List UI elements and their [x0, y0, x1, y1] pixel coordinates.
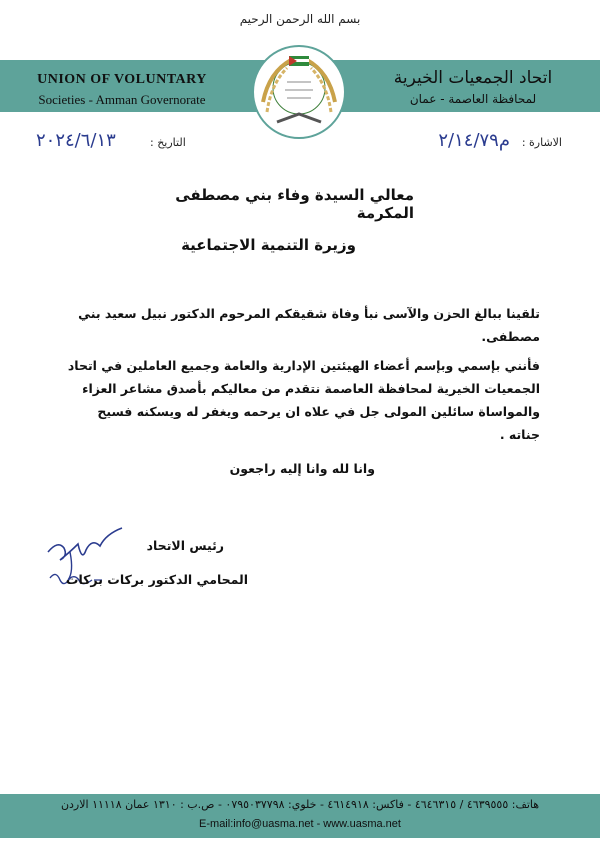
header-english [22, 62, 222, 108]
header-arabic [368, 62, 578, 106]
closing-phrase: وانا لله وانا إليه راجعون [229, 461, 375, 476]
org-subtitle-english: Societies - Amman Governorate [38, 92, 206, 107]
body-paragraph: فأنني بإسمي وبإسم أعضاء الهيئتين الإدارية والعامة وجميع العاملين في اتحاد الجمعيات الخيرية لمحافظة العاصمة نتقدم من معاليكم بأصدق مشاعر العزاء والمواساة سائلين المولى جل في علاه ان يرحمه ويغفر له ويسكنه فسيح جناته . [67, 358, 540, 442]
org-name-arabic: اتحاد الجمعيات الخيرية [393, 68, 553, 88]
reference-value: م٢/١٤/٧٩ [438, 130, 510, 151]
signatory-title: رئيس الاتحاد [146, 538, 224, 553]
footer-web: E-mail:info@uasma.net - www.uasma.net [199, 818, 401, 830]
recipient-name: معالي السيدة وفاء بني مصطفى المكرمة [175, 186, 414, 222]
recipient-title: وزيرة التنمية الاجتماعية [181, 236, 356, 254]
union-emblem-icon [249, 42, 349, 142]
org-name-english: UNION OF VOLUNTARY [37, 72, 207, 87]
reference-label: الاشارة : [521, 136, 562, 149]
handwritten-signature-icon [40, 522, 140, 602]
date-label: التاريخ : [150, 136, 186, 149]
basmala-heading: بسم الله الرحمن الرحيم [239, 12, 361, 26]
footer-contact: هاتف: ٤٦٣٩٥٥٥ / ٤٦٤٦٣١٥ - فاكس: ٤٦١٤٩١٨ - خلوي: ٠٧٩٥٠٣٧٧٩٨ - ص.ب : ١٣١٠ عمان ١١١١٨ الاردن [60, 798, 540, 811]
body-paragraph: تلقينا ببالغ الحزن والآسى نبأ وفاة شقيقكم المرحوم الدكتور نبيل سعيد بني مصطفى. [78, 306, 540, 344]
signatory-name: المحامي الدكتور بركات بركات [65, 572, 248, 587]
meta-row [0, 128, 600, 158]
date-value: ٢٠٢٤/٦/١٣ [36, 130, 116, 151]
recipient-block [114, 186, 414, 254]
letter-body [64, 302, 540, 452]
org-subtitle-arabic: لمحافظة العاصمة - عمان [409, 92, 537, 106]
